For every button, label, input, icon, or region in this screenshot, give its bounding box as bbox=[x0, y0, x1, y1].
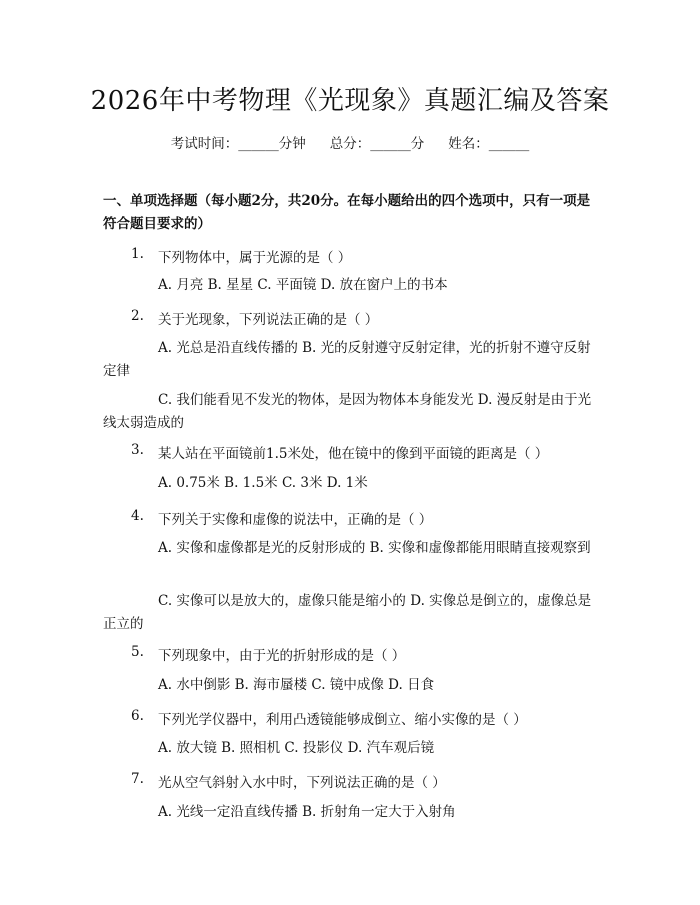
student-name-field: 姓名：______ bbox=[448, 136, 530, 152]
question-5-options: A. 水中倒影 B. 海市蜃楼 C. 镜中成像 D. 日食 bbox=[158, 677, 435, 693]
question-1-options: A. 月亮 B. 星星 C. 平面镜 D. 放在窗户上的书本 bbox=[158, 277, 448, 293]
question-4-options-cd: C. 实像可以是放大的，虚像只能是缩小的 D. 实像总是倒立的，虚像总是正立的 bbox=[103, 593, 592, 632]
exam-info-line bbox=[0, 132, 700, 152]
question-number: 7. bbox=[131, 771, 144, 787]
question-stem: 下列光学仪器中，利用凸透镜能够成倒立、缩小实像的是（ ） bbox=[158, 712, 527, 728]
question-3-options: A. 0.75米 B. 1.5米 C. 3米 D. 1米 bbox=[158, 475, 368, 491]
question-2-options-cd: C. 我们能看见不发光的物体，是因为物体本身能发光 D. 漫反射是由于光线太弱造成的 bbox=[103, 392, 592, 431]
question-stem: 下列物体中，属于光源的是（ ） bbox=[158, 250, 352, 266]
exam-time-field: 考试时间：______分钟 bbox=[170, 136, 306, 152]
question-stem: 关于光现象，下列说法正确的是（ ） bbox=[158, 312, 379, 328]
page-title: 2026年中考物理《光现象》真题汇编及答案 bbox=[90, 86, 610, 116]
question-number: 3. bbox=[131, 442, 144, 458]
question-number: 6. bbox=[131, 708, 144, 724]
question-number: 5. bbox=[131, 644, 144, 660]
question-stem: 下列关于实像和虚像的说法中，正确的是（ ） bbox=[158, 512, 433, 528]
question-stem: 下列现象中，由于光的折射形成的是（ ） bbox=[158, 648, 406, 664]
question-7-options: A. 光线一定沿直线传播 B. 折射角一定大于入射角 bbox=[158, 804, 456, 820]
question-stem: 某人站在平面镜前1.5米处，他在镜中的像到平面镜的距离是（ ） bbox=[158, 446, 549, 462]
question-4-options-ab: A. 实像和虚像都是光的反射形成的 B. 实像和虚像都能用眼睛直接观察到 bbox=[158, 540, 591, 556]
question-stem: 光从空气斜射入水中时，下列说法正确的是（ ） bbox=[158, 775, 446, 791]
question-number: 2. bbox=[131, 308, 144, 324]
question-2-options-ab: A. 光总是沿直线传播的 B. 光的反射遵守反射定律，光的折射不遵守反射定律 bbox=[103, 340, 591, 379]
question-number: 4. bbox=[131, 508, 144, 524]
total-score-field: 总分：______分 bbox=[329, 136, 425, 152]
question-6-options: A. 放大镜 B. 照相机 C. 投影仪 D. 汽车观后镜 bbox=[158, 740, 435, 756]
question-number: 1. bbox=[131, 246, 144, 262]
section-header-single-choice: 一、单项选择题（每小题2分，共20分。在每小题给出的四个选项中，只有一项是符合题目要求的） bbox=[103, 193, 591, 232]
